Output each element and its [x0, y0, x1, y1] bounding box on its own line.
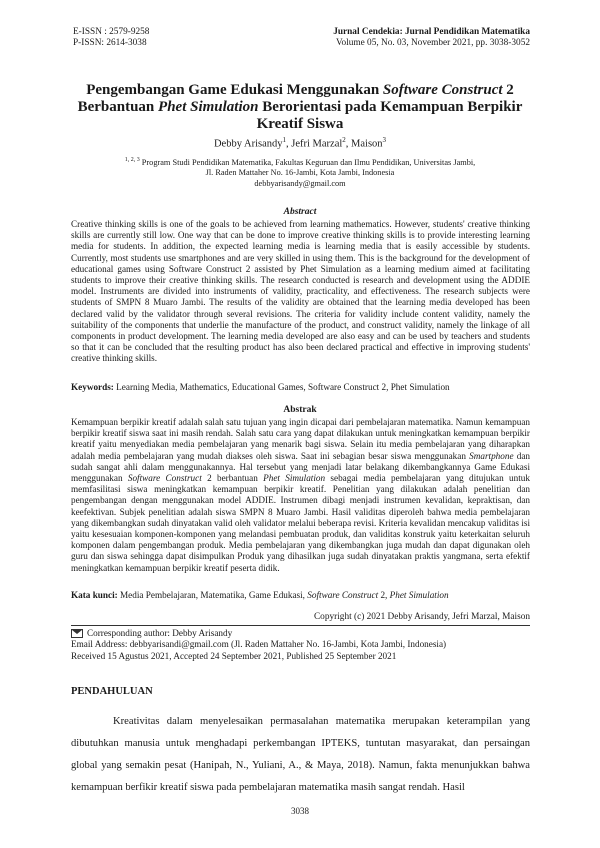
copyright-notice: Copyright (c) 2021 Debby Arisandy, Jefri Marzal, Maison	[313, 612, 530, 622]
affiliation: $^{1, 2, 3}$ Program Studi Pendidikan Matematika, Fakultas Keguruan dan Ilmu Pendidikan, Universitas Jambi, Jl. Raden Mattaher No. 16-Jambi, Kota Jambi, Indonesia debbyarisandy@gmail.com	[70, 155, 530, 189]
abstract-heading: Abstract	[283, 207, 317, 217]
author-list: Debby Arisandy$^1$, Jefri Marzal$^2$, Maison$^3$	[213, 136, 387, 150]
author-email: debbyarisandy@gmail.com	[254, 178, 346, 188]
submission-dates: Received 15 Agustus 2021, Accepted 24 September 2021, Published 25 September 2021	[71, 650, 397, 661]
section-heading: PENDAHULUAN	[71, 686, 153, 697]
envelope-icon	[71, 629, 83, 638]
journal-name: Jurnal Cendekia: Jurnal Pendidikan Matematika	[333, 27, 530, 37]
divider	[71, 625, 530, 626]
abstrak-text: Kemampuan berpikir kreatif adalah salah satu tujuan yang ingin dicapai dari pembelajaran matematika. Namun kemampuan berpikir kreatif siswa saat ini masih rendah. Salah satu cara yang dapat dilakukan untuk meningkatkan kemampuan berpikir kreatif yaitu menyediakan media pembelajaran yang menarik bagi siswa. Selain itu media pembelajaran yang diharapkan adalah media pembelajaran yang mudah diakses oleh siswa. Saat ini sebagian besar siswa menggunakan Smartphone dan sudah sangat ahli dalam menggunakannya. Hal tersebut yang menjadi latar belakang dikembangkannya Game Edukasi menggunakan Software Construct 2 berbantuan Phet Simulation sebagai media pembelajaran yang ditujukan untuk memfasilitasi siswa meningkatkan kemampuan berpikir kreatif. Penelitian yang dilakukan adalah penelitian dan pengembangan dengan menggunakan model ADDIE. Instrumen dibagi menjadi instrumen kevalidan, kepraktisan, dan keefektivan. Subjek penelitian adalah siswa SMPN 8 Muaro Jambi. Hasil validitas diperoleh bahwa media pembelajaran yang dikembangkan sudah dinyatakan valid oleh validator melalui beberapa revisi. Kriteria kevalidan mencakup validitas isi yaitu kesesuaian komponen-komponen yang melandasi pembuatan produk, dan validitas konstruk yaitu keterkaitan seluruh komponen dalam pengembangan produk. Media pembelajaran yang dikembangkan juga mudah dan dapat digunakan oleh guru dan siswa sehingga dapat disimpulkan Produk yang dihasilkan juga sudah dinyatakan praktis yangmana, serta efektif meningkatkan kemampuan berpikir kreatif peserta didik.	[71, 417, 531, 573]
paper-title: Pengembangan Game Edukasi Menggunakan Software Construct 2 Berbantuan Phet Simulation Berorientasi pada Kemampuan Berpikir Kreatif Siswa	[77, 82, 523, 132]
eissn: E-ISSN : 2579-9258	[73, 27, 150, 37]
section-text: Kreativitas dalam menyelesaikan permasalahan matematika merupakan keterampilan yang dibutuhkan manusia untuk menghadapi perkembangan IPTEKS, tuntutan masyarakat, dan persaingan global yang semakin pesat (Hanipah, N., Yuliani, A., & Maya, 2018). Namun, fakta menunjukkan bahwa kemampuan berfikir kreatif siswa pada pembelajaran matematika masih sangat rendah. Hasil	[71, 716, 530, 793]
volume-info: Volume 05, No. 03, November 2021, pp. 3038-3052	[335, 38, 530, 48]
journal-info	[333, 27, 530, 49]
email-address: Email Address: debbyarisandi@gmail.com (Jl. Raden Mattaher No. 16-Jambi, Kota Jambi, Indonesia)	[71, 639, 447, 650]
abstrak-heading: Abstrak	[283, 405, 317, 415]
page-number: 3038	[291, 806, 309, 816]
pissn: P-ISSN: 2614-3038	[73, 38, 147, 48]
corresponding-author: Corresponding author: Debby Arisandy	[87, 628, 233, 638]
correspondence-block	[71, 628, 530, 662]
keywords: Keywords: Learning Media, Mathematics, Educational Games, Software Construct 2, Phet Simulation	[71, 382, 450, 392]
issn-block	[73, 27, 149, 49]
kata-kunci: Kata kunci: Media Pembelajaran, Matematika, Game Edukasi, Software Construct 2, Phet Simulation	[71, 590, 449, 600]
abstract-text: Creative thinking skills is one of the goals to be achieved from learning mathematics. However, students' creative thinking skills are currently still low. One way that can be done to improve creative thinking skills is to provide interesting learning media for students. In addition, the expected learning media is learning media that is easily accessible by students. Currently, most students use smartphones and are very skilled in using them. This is the background for the development of educational games using Software Construct 2 assisted by Phet Simulation as a learning medium aimed at facilitating students to improve their creative thinking skills. The research conducted is research and development using the ADDIE model. Instruments are divided into instruments of validity, practicality, and effectiveness. The research subjects were students of SMPN 8 Muaro Jambi. The results of the validity are obtained that the learning media developed has been declared valid by the validator through several revisions. The criteria for validity include content validity, namely the suitability of the components that underlie the manufacture of the product, and construct validity, namely the linkage of all components in product development. The learning media developed are also easy and can be used by teachers and students so that it can be concluded that the resulting product has also been declared practical and effective in improving students' creative thinking skills.	[71, 219, 530, 364]
